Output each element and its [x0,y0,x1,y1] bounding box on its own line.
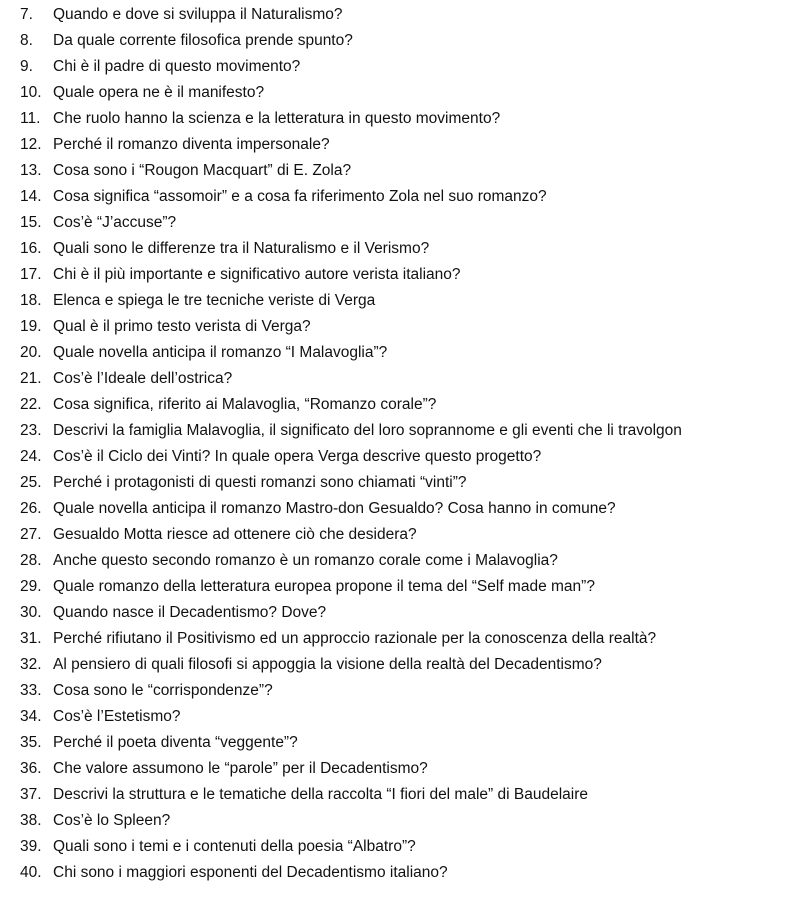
list-item [20,418,797,444]
question-text: Chi è il padre di questo movimento? [53,58,301,75]
list-item [20,678,797,704]
question-text: Elenca e spiega le tre tecniche veriste di Verga [53,292,376,309]
question-text: Perché i protagonisti di questi romanzi sono chiamati “vinti”? [53,474,467,491]
question-number: 25. [20,474,42,491]
list-item [20,470,797,496]
question-number: 11. [20,110,41,127]
list-item [20,808,797,834]
list-item [20,80,797,106]
question-text: Perché il romanzo diventa impersonale? [53,136,330,153]
question-text: Quale romanzo della letteratura europea propone il tema del “Self made man”? [53,578,595,595]
question-text: Quale novella anticipa il romanzo “I Malavoglia”? [53,344,388,361]
question-number: 15. [20,214,42,231]
question-number: 23. [20,422,42,439]
question-number: 12. [20,136,42,153]
list-item [20,106,797,132]
list-item [20,392,797,418]
list-item [20,652,797,678]
list-item [20,704,797,730]
question-text: Al pensiero di quali filosofi si appoggia la visione della realtà del Decadentismo? [53,656,602,673]
question-number: 8. [20,32,33,49]
question-text: Cos’è “J’accuse”? [53,214,177,231]
question-text: Descrivi la struttura e le tematiche della raccolta “I fiori del male” di Baudelaire [53,786,588,803]
question-number: 7. [20,6,33,23]
question-number: 33. [20,682,42,699]
question-number: 20. [20,344,42,361]
list-item [20,626,797,652]
question-text: Perché rifiutano il Positivismo ed un approccio razionale per la conoscenza della realtà? [53,630,657,647]
question-text: Qual è il primo testo verista di Verga? [53,318,311,335]
question-number: 9. [20,58,33,75]
list-item [20,522,797,548]
list-item [20,132,797,158]
question-number: 14. [20,188,42,205]
question-text: Quali sono i temi e i contenuti della poesia “Albatro”? [53,838,416,855]
question-number: 17. [20,266,42,283]
list-item [20,210,797,236]
question-number: 26. [20,500,42,517]
question-text: Cos’è lo Spleen? [53,812,171,829]
list-item [20,366,797,392]
list-item [20,28,797,54]
question-text: Cosa significa “assomoir” e a cosa fa riferimento Zola nel suo romanzo? [53,188,547,205]
question-text: Cos’è l’Estetismo? [53,708,181,725]
question-text: Chi sono i maggiori esponenti del Decadentismo italiano? [53,864,448,881]
question-text: Cos’è l’Ideale dell’ostrica? [53,370,233,387]
question-number: 24. [20,448,42,465]
question-number: 38. [20,812,42,829]
list-item [20,340,797,366]
question-number: 10. [20,84,42,101]
question-number: 40. [20,864,42,881]
question-text: Quale novella anticipa il romanzo Mastro-don Gesualdo? Cosa hanno in comune? [53,500,616,517]
list-item [20,158,797,184]
list-item [20,834,797,860]
list-item [20,860,797,886]
question-text: Quale opera ne è il manifesto? [53,84,265,101]
question-number: 29. [20,578,42,595]
question-text: Cosa sono i “Rougon Macquart” di E. Zola? [53,162,352,179]
question-text: Anche questo secondo romanzo è un romanzo corale come i Malavoglia? [53,552,558,569]
list-item [20,262,797,288]
question-number: 16. [20,240,42,257]
list-item [20,236,797,262]
question-text: Cosa significa, riferito ai Malavoglia, “Romanzo corale”? [53,396,437,413]
list-item [20,184,797,210]
list-item [20,54,797,80]
list-item [20,548,797,574]
question-number: 22. [20,396,42,413]
question-text: Gesualdo Motta riesce ad ottenere ciò che desidera? [53,526,417,543]
question-number: 32. [20,656,42,673]
question-text: Quali sono le differenze tra il Naturalismo e il Verismo? [53,240,430,257]
list-item [20,730,797,756]
question-list [20,2,797,886]
question-number: 36. [20,760,42,777]
question-number: 30. [20,604,42,621]
question-text: Chi è il più importante e significativo autore verista italiano? [53,266,461,283]
question-text: Perché il poeta diventa “veggente”? [53,734,298,751]
list-item [20,782,797,808]
list-item [20,314,797,340]
question-number: 37. [20,786,42,803]
question-text: Cos’è il Ciclo dei Vinti? In quale opera Verga descrive questo progetto? [53,448,542,465]
question-number: 35. [20,734,42,751]
question-number: 21. [20,370,42,387]
question-text: Quando nasce il Decadentismo? Dove? [53,604,327,621]
question-text: Descrivi la famiglia Malavoglia, il significato del loro soprannome e gli eventi che li travolgon [53,422,682,439]
question-number: 34. [20,708,42,725]
list-item [20,496,797,522]
list-item [20,288,797,314]
question-number: 39. [20,838,42,855]
question-text: Quando e dove si sviluppa il Naturalismo? [53,6,343,23]
question-text: Cosa sono le “corrispondenze”? [53,682,273,699]
question-number: 31. [20,630,42,647]
list-item [20,600,797,626]
question-text: Che ruolo hanno la scienza e la letteratura in questo movimento? [53,110,501,127]
question-number: 28. [20,552,42,569]
question-number: 13. [20,162,42,179]
question-number: 27. [20,526,42,543]
list-item [20,444,797,470]
question-text: Da quale corrente filosofica prende spunto? [53,32,353,49]
question-text: Che valore assumono le “parole” per il Decadentismo? [53,760,428,777]
question-number: 18. [20,292,42,309]
list-item [20,2,797,28]
question-number: 19. [20,318,42,335]
list-item [20,574,797,600]
list-item [20,756,797,782]
